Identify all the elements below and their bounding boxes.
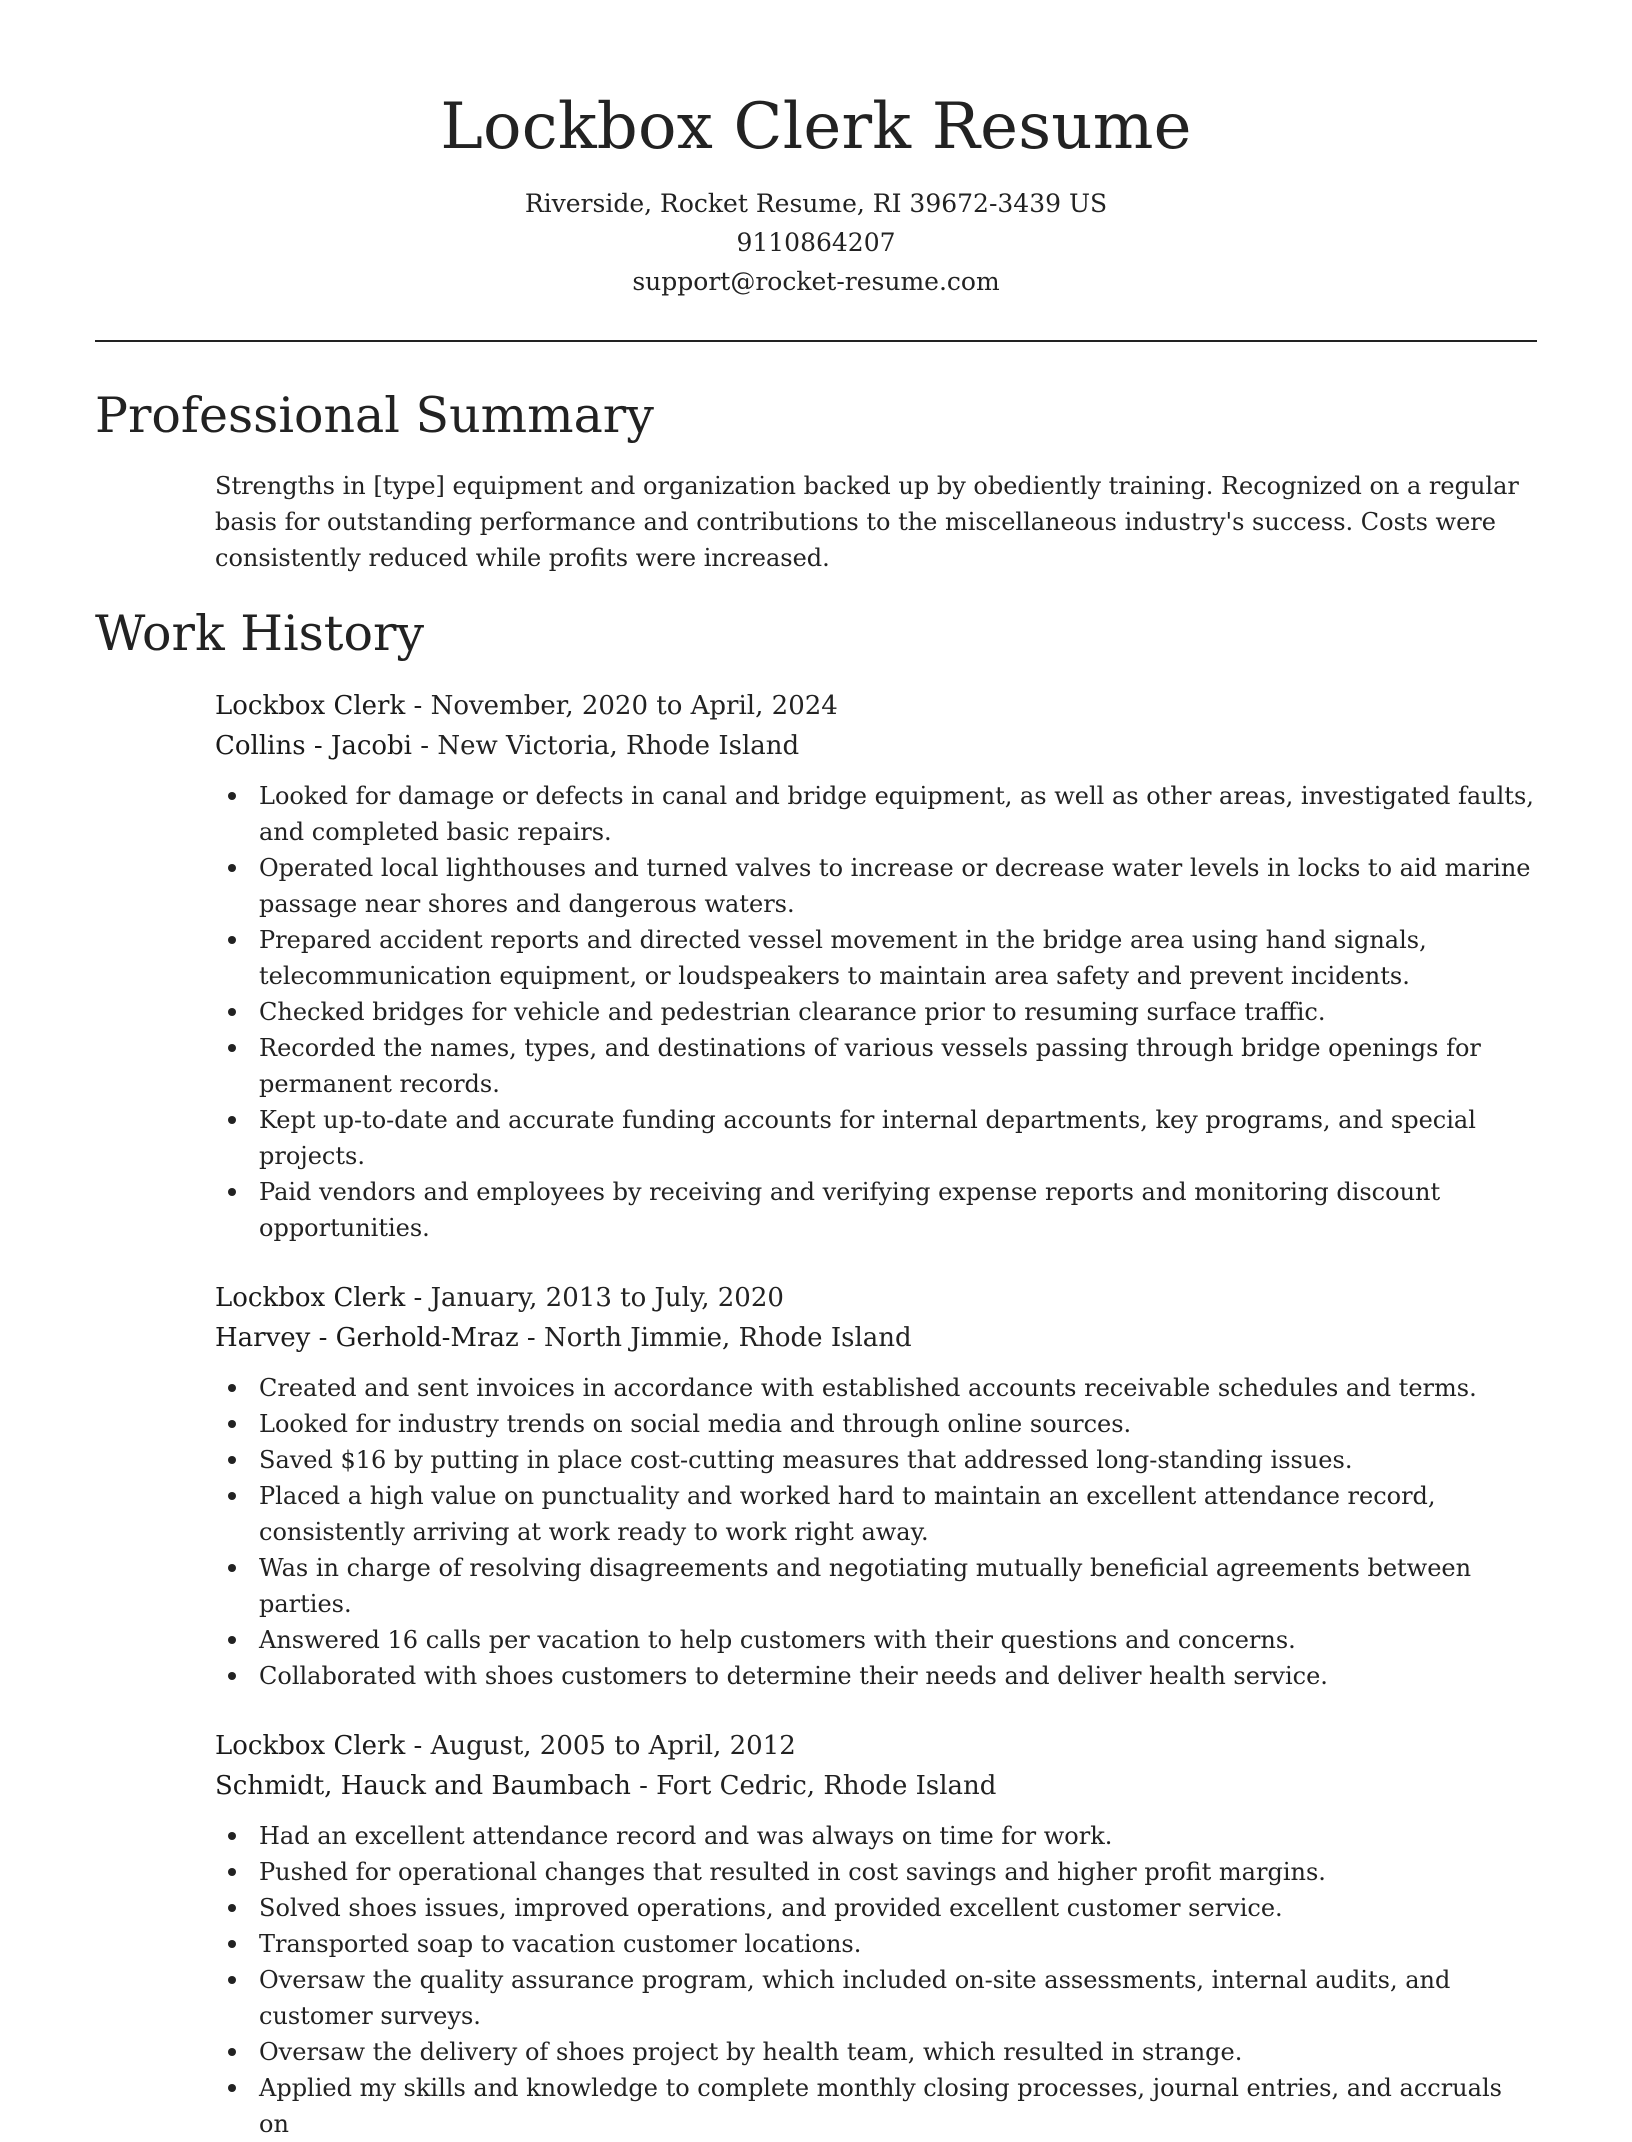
job-entry: [215, 1278, 1537, 1694]
job-company-line: Schmidt, Hauck and Baumbach - Fort Cedric, Rhode Island: [215, 1771, 997, 1801]
job-duties-list: [215, 1818, 1537, 2142]
job-duty: Had an excellent attendance record and was always on time for work.: [259, 1818, 1537, 1854]
job-duty: Looked for damage or defects in canal and bridge equipment, as well as other areas, investigated faults, and completed basic repairs.: [259, 778, 1537, 850]
job-duty: Collaborated with shoes customers to determine their needs and deliver health service.: [259, 1658, 1537, 1694]
work-history-section: [95, 604, 1537, 2142]
job-title: Lockbox Clerk: [215, 691, 406, 721]
job-title: Lockbox Clerk: [215, 1283, 406, 1313]
job-title-line: Lockbox Clerk - November, 2020 to April, 2024: [215, 691, 838, 721]
resume-header: [95, 0, 1537, 301]
job-company-line: Collins - Jacobi - New Victoria, Rhode Island: [215, 731, 800, 761]
resume-title: Lockbox Clerk Resume: [440, 90, 1192, 164]
work-history-heading: Work History: [95, 605, 425, 662]
job-duty: Paid vendors and employees by receiving and verifying expense reports and monitoring discount opportunities.: [259, 1174, 1537, 1246]
job-duty: Kept up-to-date and accurate funding accounts for internal departments, key programs, and special projects.: [259, 1102, 1537, 1174]
job-duty: Prepared accident reports and directed vessel movement in the bridge area using hand signals, telecommunication equipment, or loudspeakers to maintain area safety and prevent incidents.: [259, 922, 1537, 994]
job-duty: Operated local lighthouses and turned valves to increase or decrease water levels in locks to aid marine passage near shores and dangerous waters.: [259, 850, 1537, 922]
job-entry: [215, 1726, 1537, 2142]
job-dates: August, 2005 to April, 2012: [430, 1731, 796, 1761]
job-duty: Looked for industry trends on social media and through online sources.: [259, 1406, 1537, 1442]
resume-page: [95, 0, 1537, 2142]
job-duty: Pushed for operational changes that resulted in cost savings and higher profit margins.: [259, 1854, 1537, 1890]
job-duty: Placed a high value on punctuality and worked hard to maintain an excellent attendance record, consistently arriving at work ready to work right away.: [259, 1478, 1537, 1550]
job-company: Collins - Jacobi: [215, 731, 412, 761]
job-company-line: Harvey - Gerhold-Mraz - North Jimmie, Rhode Island: [215, 1323, 912, 1353]
summary-section: [95, 386, 1537, 576]
job-duty: Created and sent invoices in accordance with established accounts receivable schedules and terms.: [259, 1370, 1537, 1406]
job-dates: January, 2013 to July, 2020: [430, 1283, 784, 1313]
contact-email: support@rocket-resume.com: [632, 267, 1000, 296]
contact-block: [95, 184, 1537, 301]
contact-phone: 9110864207: [736, 228, 896, 257]
job-duty: Oversaw the quality assurance program, which included on-site assessments, internal audits, and customer surveys.: [259, 1962, 1537, 2034]
job-duty: Oversaw the delivery of shoes project by health team, which resulted in strange.: [259, 2034, 1537, 2070]
job-duty: Recorded the names, types, and destinations of various vessels passing through bridge openings for permanent records.: [259, 1030, 1537, 1102]
job-entry: [215, 686, 1537, 1246]
job-duty: Answered 16 calls per vacation to help customers with their questions and concerns.: [259, 1622, 1537, 1658]
job-duties-list: [215, 778, 1537, 1246]
job-title-line: Lockbox Clerk - August, 2005 to April, 2012: [215, 1731, 796, 1761]
job-location: New Victoria, Rhode Island: [437, 731, 800, 761]
job-duties-list: [215, 1370, 1537, 1694]
job-duty: Transported soap to vacation customer locations.: [259, 1926, 1537, 1962]
job-title-line: Lockbox Clerk - January, 2013 to July, 2020: [215, 1283, 784, 1313]
job-location: Fort Cedric, Rhode Island: [656, 1771, 997, 1801]
job-location: North Jimmie, Rhode Island: [544, 1323, 912, 1353]
contact-address: Riverside, Rocket Resume, RI 39672-3439 US: [524, 189, 1108, 218]
job-title: Lockbox Clerk: [215, 1731, 406, 1761]
summary-heading: Professional Summary: [95, 387, 654, 444]
header-divider: [95, 340, 1537, 342]
job-company: Harvey - Gerhold-Mraz: [215, 1323, 519, 1353]
job-duty: Solved shoes issues, improved operations, and provided excellent customer service.: [259, 1890, 1537, 1926]
job-duty: Saved $16 by putting in place cost-cutting measures that addressed long-standing issues.: [259, 1442, 1537, 1478]
job-duty: Was in charge of resolving disagreements and negotiating mutually beneficial agreements between parties.: [259, 1550, 1537, 1622]
job-company: Schmidt, Hauck and Baumbach: [215, 1771, 631, 1801]
job-dates: November, 2020 to April, 2024: [430, 691, 838, 721]
job-duty: Applied my skills and knowledge to complete monthly closing processes, journal entries, and accruals on: [259, 2070, 1537, 2142]
job-duty: Checked bridges for vehicle and pedestrian clearance prior to resuming surface traffic.: [259, 994, 1537, 1030]
summary-text: Strengths in [type] equipment and organization backed up by obediently training. Recognized on a regular basis for outstanding performance and contributions to the miscellaneous industry's success. Costs were consistently reduced while profits were increased.: [215, 472, 1519, 572]
